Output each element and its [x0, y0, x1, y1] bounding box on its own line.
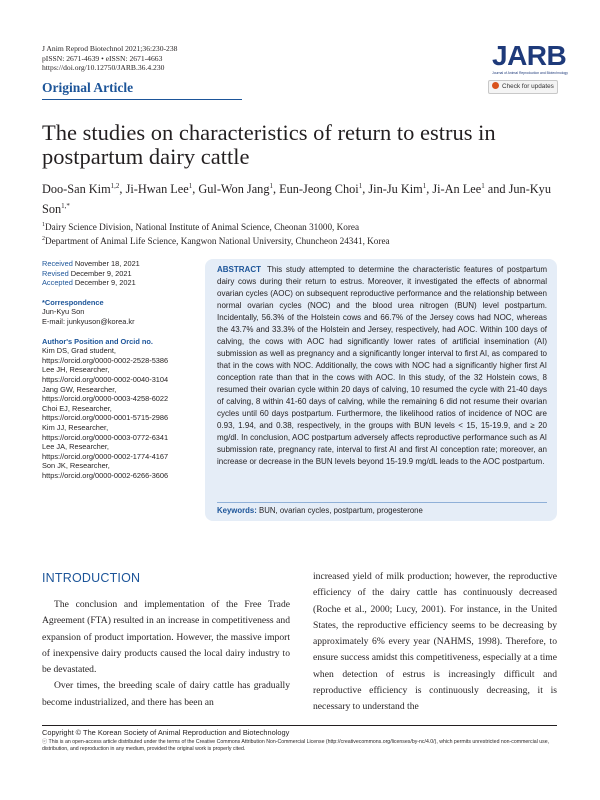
logo-wordmark: JARB [492, 40, 567, 71]
author: Gul-Won Jang$^1$ [198, 182, 273, 197]
orcid-line: Lee JA, Researcher, [42, 442, 109, 452]
body-column-right [313, 569, 557, 716]
author: Jin-Ju Kim$^1$ [368, 182, 427, 197]
orcid-link[interactable]: https://orcid.org/0000-0002-0040-3104 [42, 374, 169, 384]
paragraph: increased yield of milk production; however, the reproductive efficiency of the dairy cattle has continuously decreased (Roche et al., 2000; Lucy, 2001). For instance, in the United States, the reproductive efficiency seems to be decreasing by approximately 6% every year (NAHMS, 1998). Therefore, to ensure success amidst this competitiveness, especially at a time when detection of estrus is increasingly difficult and reproductive efficiency is continuously decreasing, it is necessary to understand the [313, 571, 557, 713]
author-conjunction: and [487, 182, 506, 197]
abstract-text: This study attempted to determine the characteristic features of postpartum dairy cows during their return to estrus. Moreover, it investigated the effects of abnormal ovarian cycles (AOC) on subsequent reproductive performance and the relationship between normal ovarian cycles (NOC) and the blood urea nitrogen (BUN) level postpartum. Incidentally, 56.3% of the Holstein cows and 66.7% of the Jersey cows had NOC, whereas the 43.7% and 33.3% of the Holstein and Jersey, respectively, had AOC. Within 100 days of calving, the cows with AOC had significantly lower rates of artificial insemination (AI) submission as well as pregnancy and a significantly longer interval to first AI, as compared to that in the cows with NOC. Additionally, the cows with NOC had a significantly higher first AI conception rate than that in the cows with AOC. In this study, of the 32 Holstein cows, 8 resumed their ovarian cycle within 20 days of calving, 10 resumed the cycle with 21-40 days of calving, 8 within 41-60 days of calving, while the remaining 6 did not resume their ovarian cycles until 60 days postpartum. Furthermore, the likelihood ratios of incidence of NOC are 0.93, 1.94, and 0.38, respectively, in the groups with BUN levels < 15, 15-19.9, and ≥ 20 mg/dl. In conclusion, AOC postpartum adversely affects reproductive performance such as AI submission rate, pregnancy rate, interval to first AI and first AI conception rate; moreover, an increase or decrease in the BUN levels beyond 15-19.9 mg/dL leads to the AOC postpartum. [217, 265, 547, 466]
affiliations [42, 219, 562, 247]
orcid-line: Jang GW, Researcher, [42, 384, 117, 394]
article-title: The studies on characteristics of return to estrus in postpartum dairy cattle [42, 120, 496, 169]
author: Doo-San Kim$^{1,2}$ [42, 182, 120, 197]
update-badge-icon [492, 82, 499, 89]
article-info-sidebar [42, 259, 192, 480]
correspondence-name: Jun-Kyu Son [42, 307, 85, 317]
orcid-line: Kim JJ, Researcher, [42, 422, 109, 432]
date-revised: Revised December 9, 2021 [42, 268, 132, 278]
keywords-line [217, 505, 547, 516]
paragraph: The conclusion and implementation of the Free Trade Agreement (FTA) resulted in an increase in competitiveness and expansion of product importation. However, the massive import of inexpensive dairy products caused the local dairy industry to be devastated. [42, 599, 290, 676]
check-for-updates-button[interactable] [488, 80, 558, 94]
orcid-line: Lee JH, Researcher, [42, 365, 110, 375]
license-notice: ⓒ This is an open-access article distributed under the terms of the Creative Commons Attribution Non-Commercial License (http://creativecommons.org/licenses/by-nc/4.0/), which permits unrestricted non-commercial use, distribution, and reproduction in any medium, provided the original work is properly cited. [42, 739, 550, 752]
orcid-line: Son JK, Researcher, [42, 461, 110, 471]
author-list: Doo-San Kim$^{1,2}$, Ji-Hwan Lee$^1$, Gul-Won Jang$^1$, Eun-Jeong Choi$^1$, Jin-Ju Kim$^1$, Ji-An Lee$^1$ and Jun-Kyu Son$^{1,*}$ [42, 182, 551, 217]
correspondence-email[interactable]: E-mail: junkyuson@korea.kr [42, 316, 135, 326]
issn-line: pISSN: 2671-4639 • eISSN: 2671-4663 [42, 53, 163, 63]
orcid-link[interactable]: https://orcid.org/0000-0003-0772-6341 [42, 432, 169, 442]
orcid-link[interactable]: https://orcid.org/0000-0002-2528-5386 [42, 355, 169, 365]
date-received: Received November 18, 2021 [42, 259, 140, 268]
copyright-line: Copyright © The Korean Society of Animal Reproduction and Biotechnology [42, 728, 290, 737]
footer-divider [42, 725, 557, 726]
orcid-link[interactable]: https://orcid.org/0000-0003-4258-6022 [42, 394, 169, 404]
doi-link[interactable]: https://doi.org/10.12750/JARB.36.4.230 [42, 63, 165, 73]
introduction-heading: INTRODUCTION [42, 571, 141, 585]
citation-line: J Anim Reprod Biotechnol 2021;36:230-238 [42, 44, 178, 53]
affiliation-item: $^1$Dairy Science Division, National Institute of Animal Science, Cheonan 31000, Korea [42, 222, 360, 233]
orcid-heading: Author's Position and Orcid no. [42, 336, 153, 346]
orcid-link[interactable]: https://orcid.org/0000-0002-1774-4167 [42, 451, 169, 461]
check-updates-label: Check for updates [502, 83, 554, 90]
article-type-label: Original Article [42, 80, 134, 95]
keywords-text: BUN, ovarian cycles, postpartum, progesterone [259, 506, 423, 515]
date-accepted: Accepted December 9, 2021 [42, 278, 136, 288]
orcid-line: Kim DS, Grad student, [42, 346, 116, 356]
affiliation-item: $^2$Department of Animal Life Science, Kangwon National University, Chuncheon 24341, Korea [42, 236, 390, 247]
body-column-left [42, 597, 290, 711]
author: Jun-Kyu Son$^{1,*}$ [42, 182, 551, 217]
journal-logo [492, 40, 568, 75]
abstract-body [217, 264, 547, 468]
author: Ji-Hwan Lee$^1$ [125, 182, 193, 197]
logo-subtitle: Journal of Animal Reproduction and Biotechnology [492, 71, 568, 75]
author: Eun-Jeong Choi$^1$ [279, 182, 363, 197]
paragraph: Over times, the breeding scale of dairy cattle has gradually become industrialized, and there has been an [42, 680, 290, 708]
orcid-link[interactable]: https://orcid.org/0000-0001-5715-2986 [42, 413, 169, 423]
keywords-label: Keywords: [217, 506, 257, 515]
abstract-divider [217, 502, 547, 503]
author: Ji-An Lee$^1$ [432, 182, 485, 197]
orcid-link[interactable]: https://orcid.org/0000-0002-6266-3606 [42, 470, 169, 480]
abstract-label: ABSTRACT [217, 265, 261, 274]
orcid-line: Choi EJ, Researcher, [42, 403, 112, 413]
journal-meta [42, 44, 177, 73]
header-divider [42, 99, 242, 100]
correspondence-heading: *Correspondence [42, 297, 104, 307]
